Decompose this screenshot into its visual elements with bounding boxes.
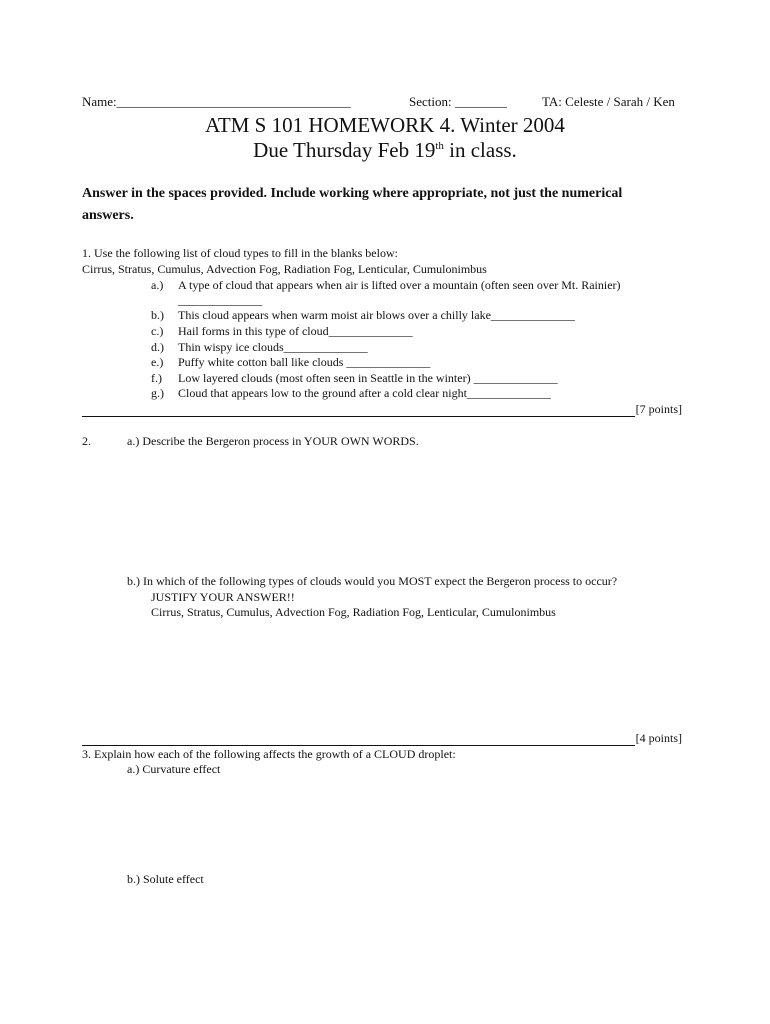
q2-separator-rule (82, 734, 635, 746)
ta-field: TA: Celeste / Sarah / Ken (542, 94, 675, 109)
q3-part-b: b.) Solute effect (127, 872, 204, 886)
q2-points-line (82, 731, 682, 746)
instructions-line-2: answers. (82, 208, 134, 223)
q1-points-line (82, 402, 682, 417)
due-date-text: Due Thursday Feb 19 (253, 138, 436, 162)
q1-item-e-text: Puffy white cotton ball like clouds ______________ (178, 355, 431, 369)
instructions-line-1: Answer in the spaces provided. Include working where appropriate, not just the numerical (82, 186, 623, 201)
q2-part-a: a.) Describe the Bergeron process in YOUR OWN WORDS. (127, 434, 419, 448)
due-date (0, 138, 770, 163)
page-title: ATM S 101 HOMEWORK 4. Winter 2004 (205, 113, 565, 137)
q2-points: [4 points] (635, 731, 682, 745)
q1-item-c-text: Hail forms in this type of cloud______________ (178, 324, 413, 338)
q1-item-d-letter: d.) (151, 340, 164, 354)
q1-item-d-text: Thin wispy ice clouds______________ (178, 340, 368, 354)
q1-item-f-letter: f.) (151, 371, 162, 385)
q2-part-b-line-1: b.) In which of the following types of clouds would you MOST expect the Bergeron process to occur? (127, 574, 618, 588)
q1-item-g-text: Cloud that appears low to the ground after a cold clear night______________ (178, 386, 551, 400)
q1-item-a-letter: a.) (151, 278, 164, 292)
q1-item-f-text: Low layered clouds (most often seen in Seattle in the winter) ______________ (178, 371, 558, 385)
q3-prompt: 3. Explain how each of the following affects the growth of a CLOUD droplet: (82, 747, 456, 761)
q1-item-a-text: A type of cloud that appears when air is lifted over a mountain (often seen over Mt. Rainier) (178, 278, 621, 292)
q2-part-b-cloud-list: Cirrus, Stratus, Cumulus, Advection Fog, Radiation Fog, Lenticular, Cumulonimbus (151, 605, 556, 619)
due-date-superscript: th (435, 140, 444, 152)
q2-number: 2. (82, 434, 91, 448)
q1-item-a-blank: ______________ (178, 293, 262, 307)
q1-item-g-letter: g.) (151, 386, 164, 400)
q3-part-a: a.) Curvature effect (127, 762, 221, 776)
q1-item-b-letter: b.) (151, 308, 164, 322)
q2-part-b-line-2: JUSTIFY YOUR ANSWER!! (151, 590, 295, 604)
q1-item-b-text: This cloud appears when warm moist air blows over a chilly lake______________ (178, 308, 575, 322)
q1-prompt: 1. Use the following list of cloud types to fill in the blanks below: (82, 246, 398, 260)
q1-separator-rule (82, 405, 635, 417)
section-field: Section: ________ (409, 94, 507, 109)
q1-item-c-letter: c.) (151, 324, 164, 338)
due-date-suffix: in class. (443, 138, 517, 162)
q1-points: [7 points] (635, 402, 682, 416)
q1-item-e-letter: e.) (151, 355, 164, 369)
name-field: Name:____________________________________ (82, 94, 351, 109)
q1-cloud-list: Cirrus, Stratus, Cumulus, Advection Fog, Radiation Fog, Lenticular, Cumulonimbus (82, 262, 487, 276)
